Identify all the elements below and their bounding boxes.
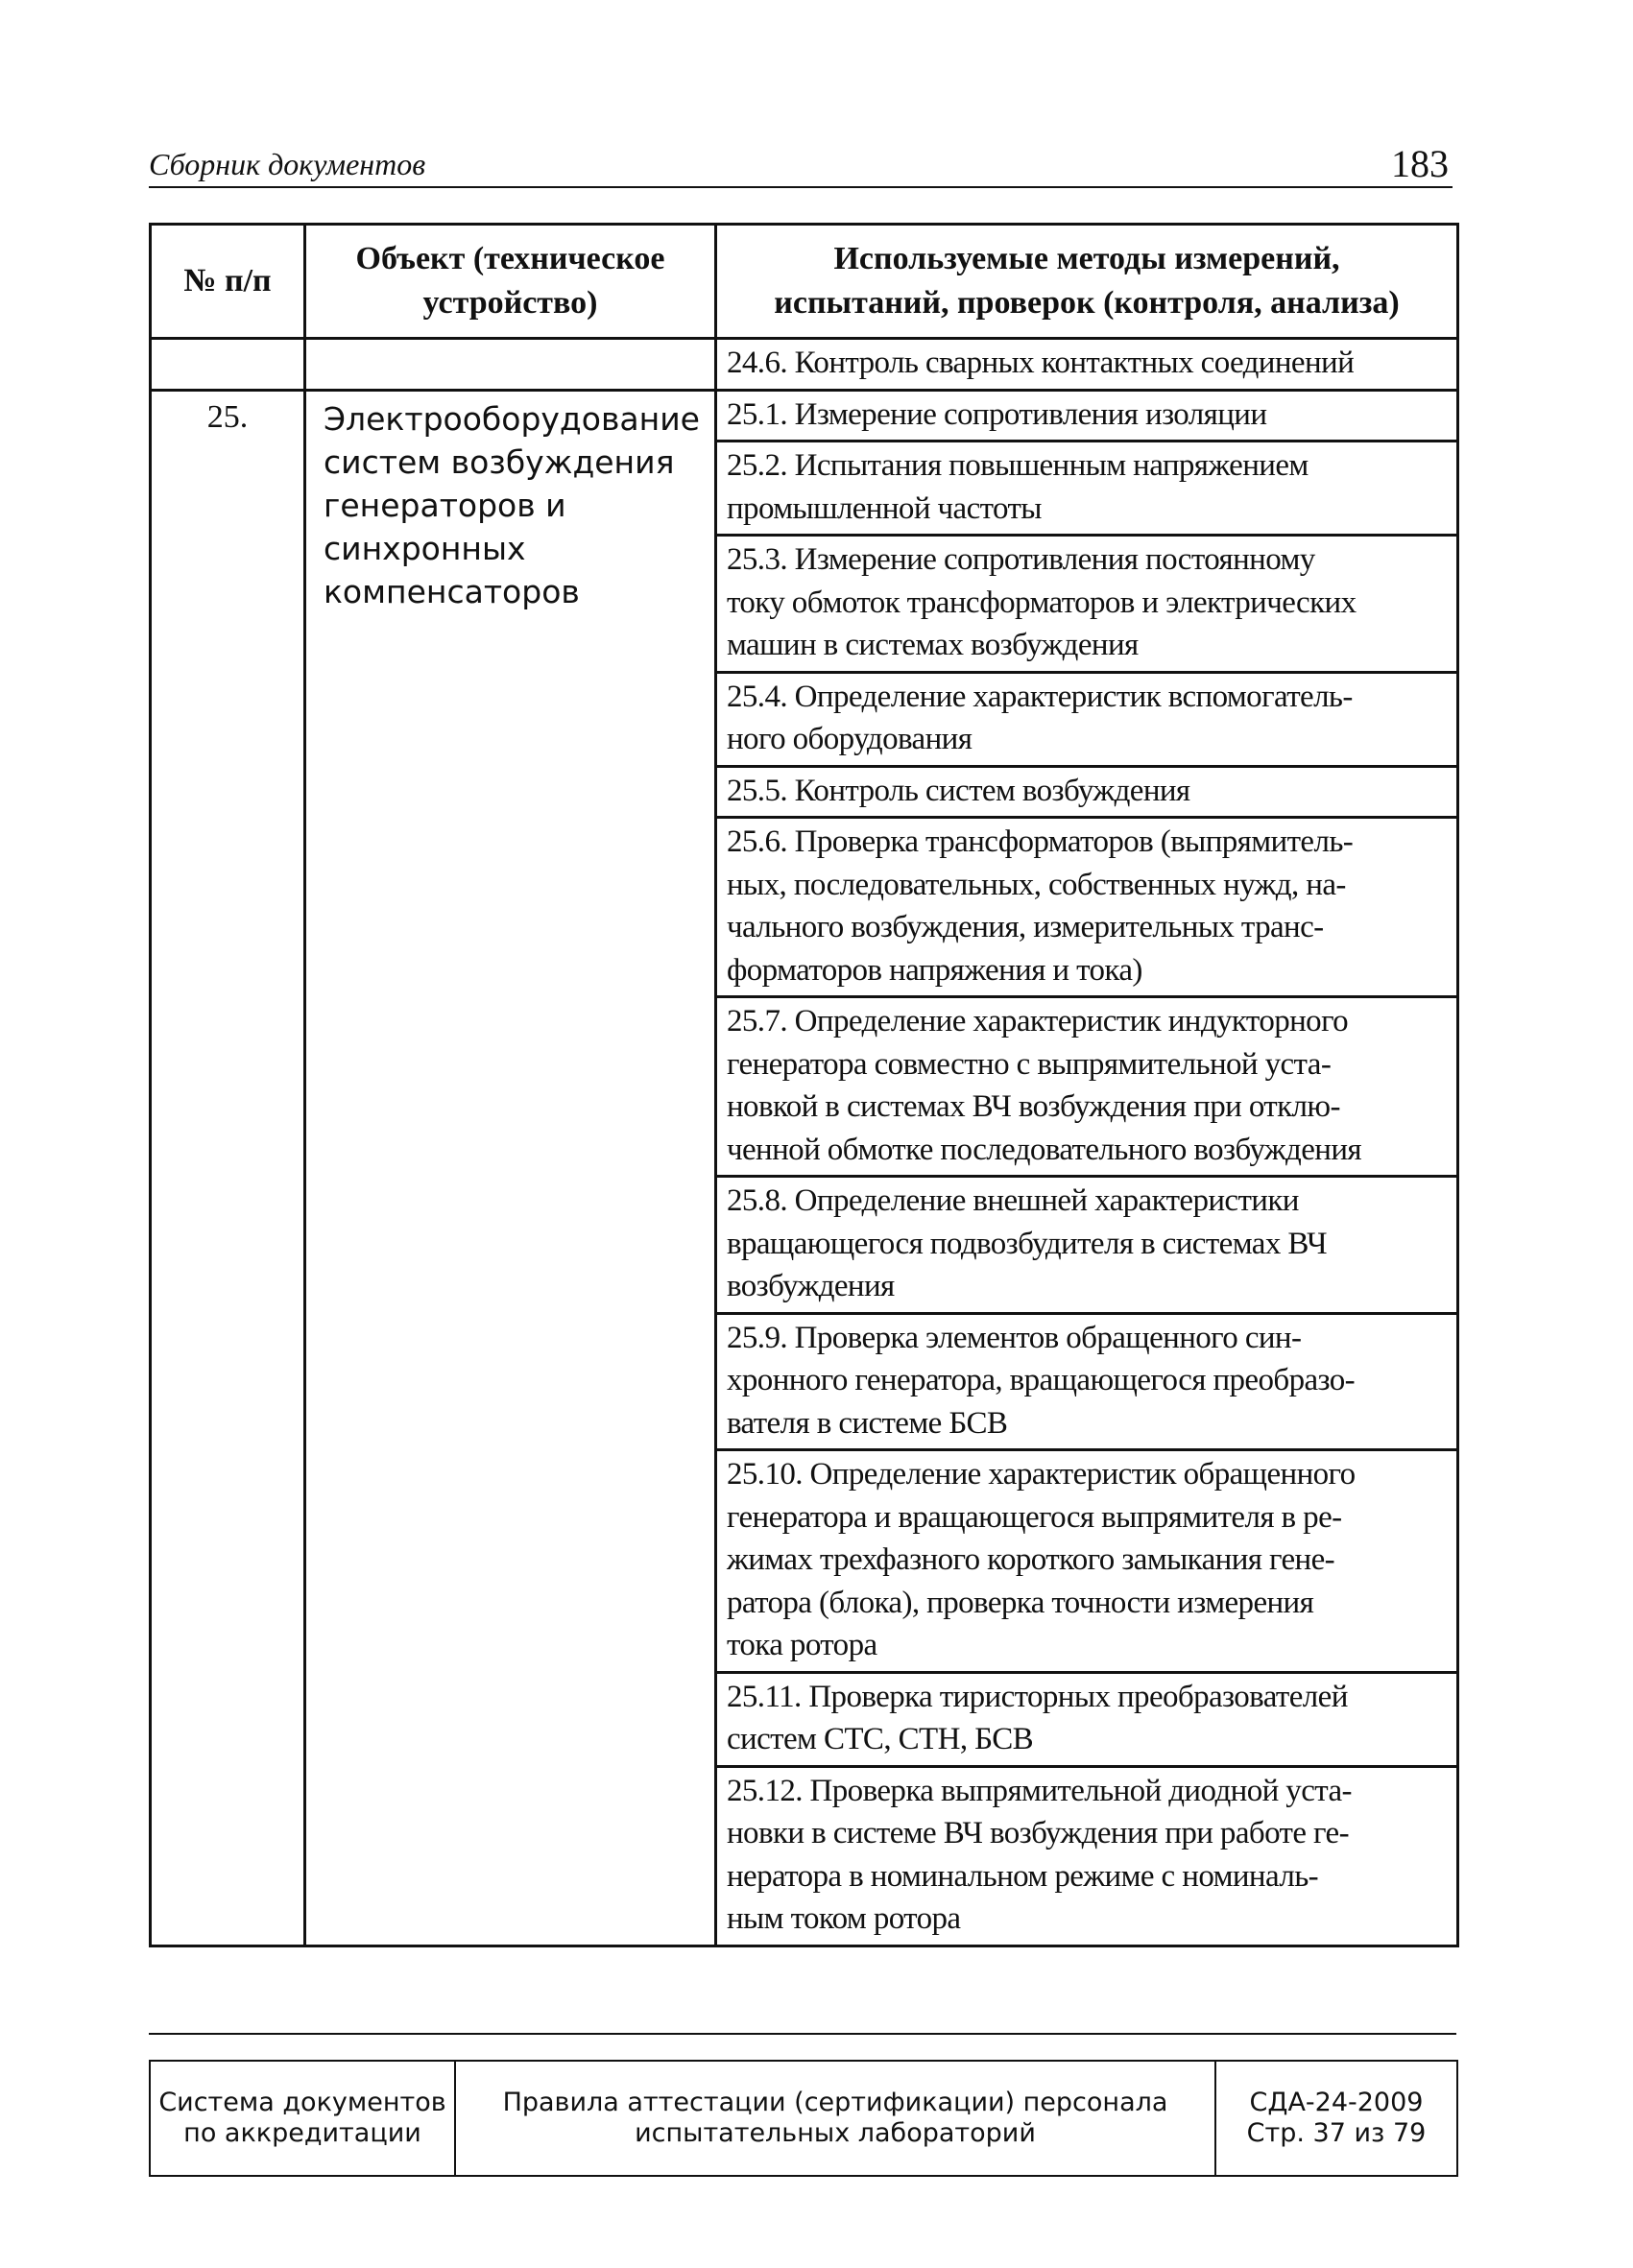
object-line: генераторов и: [324, 486, 566, 524]
method-line: току обмоток трансформаторов и электрических: [727, 585, 1357, 620]
object-line: компенсаторов: [324, 572, 580, 610]
footer-line: Система документов: [158, 2088, 446, 2117]
method-line: 25.5. Контроль систем возбуждения: [727, 773, 1190, 808]
object-line: синхронных: [324, 529, 526, 567]
method-line: нератора в номинальном режиме с номиналь-: [727, 1858, 1319, 1894]
item-number: 25.: [151, 390, 305, 1946]
footer-line: по аккредитации: [183, 2118, 421, 2148]
method-line: 25.4. Определение характеристик вспомогатель-: [727, 679, 1353, 714]
empty-cell: [151, 339, 305, 391]
method-line: ного оборудования: [727, 722, 973, 756]
column-header-methods: [716, 225, 1458, 339]
footer-document-code: [1215, 2061, 1457, 2176]
method-cell: [716, 1313, 1458, 1450]
empty-cell: [305, 339, 716, 391]
method-line: новки в системе ВЧ возбуждения при работе ге-: [727, 1816, 1349, 1850]
header-line: Объект (техническое: [355, 241, 665, 276]
method-cell: [716, 1177, 1458, 1314]
method-line: чального возбуждения, измерительных транс-: [727, 910, 1324, 944]
method-line: возбуждения: [727, 1269, 895, 1303]
header-line: Используемые методы измерений,: [833, 241, 1340, 276]
method-line: 25.3. Измерение сопротивления постоянному: [727, 542, 1315, 577]
method-line: новкой в системах ВЧ возбуждения при отклю-: [727, 1089, 1340, 1124]
method-cell: [716, 672, 1458, 766]
method-cell: [716, 997, 1458, 1177]
method-line: генератора совместно с выпрямительной уста-: [727, 1046, 1332, 1082]
method-cell: 24.6. Контроль сварных контактных соединений: [716, 339, 1458, 391]
method-line: тока ротора: [727, 1628, 877, 1662]
page-header: [149, 144, 1453, 188]
method-cell: [716, 442, 1458, 536]
header-title: Сборник документов: [149, 147, 426, 181]
method-line: 25.9. Проверка элементов обращенного син-: [727, 1320, 1302, 1355]
object-line: систем возбуждения: [324, 442, 675, 481]
footer-line: Стр. 37 из 79: [1246, 2118, 1427, 2148]
method-line: 25.6. Проверка трансформаторов (выпрямитель-: [727, 824, 1354, 859]
footer-document-title: [455, 2061, 1215, 2176]
method-cell: [716, 390, 1458, 442]
method-line: 25.12. Проверка выпрямительной диодной уста-: [727, 1773, 1352, 1808]
method-line: генератора и вращающегося выпрямителя в ре-: [727, 1499, 1342, 1535]
method-cell: [716, 818, 1458, 997]
method-line: хронного генератора, вращающегося преобразо-: [727, 1363, 1356, 1397]
method-cell: [716, 1450, 1458, 1673]
method-line: ным током ротора: [727, 1901, 961, 1936]
page-number: 183: [1391, 142, 1449, 185]
footer-table: [149, 2060, 1458, 2177]
method-line: жимах трехфазного короткого замыкания гене-: [727, 1542, 1335, 1577]
method-line: ченной обмотке последовательного возбуждения: [727, 1132, 1361, 1167]
method-line: машин в системах возбуждения: [727, 628, 1139, 662]
object-cell: [305, 390, 716, 1946]
method-line: ных, последовательных, собственных нужд, на-: [727, 867, 1346, 902]
footer-line: испытательных лабораторий: [635, 2118, 1036, 2148]
method-cell: [716, 1672, 1458, 1766]
footer-divider: [149, 2033, 1456, 2035]
method-line: 25.2. Испытания повышенным напряжением: [727, 448, 1309, 483]
method-cell: [716, 1766, 1458, 1946]
method-line: систем СТС, СТН, БСВ: [727, 1722, 1034, 1756]
footer-system: [150, 2061, 455, 2176]
method-line: вращающегося подвозбудителя в системах ВЧ: [727, 1226, 1327, 1261]
column-header-number: № п/п: [151, 225, 305, 339]
method-line: вателя в системе БСВ: [727, 1405, 1008, 1441]
method-line: 25.8. Определение внешней характеристики: [727, 1183, 1299, 1218]
method-line: 25.11. Проверка тиристорных преобразователей: [727, 1679, 1348, 1714]
method-line: 25.10. Определение характеристик обращенного: [727, 1457, 1356, 1492]
continuation-row: [151, 339, 1458, 391]
methods-table: [149, 223, 1459, 1947]
method-line: 25.7. Определение характеристик индукторного: [727, 1004, 1349, 1039]
footer-line: Правила аттестации (сертификации) персонала: [502, 2088, 1168, 2117]
method-line: 25.1. Измерение сопротивления изоляции: [727, 396, 1267, 432]
method-cell: [716, 536, 1458, 673]
header-line: устройство): [422, 285, 598, 321]
column-header-object: [305, 225, 716, 339]
footer-line: СДА-24-2009: [1249, 2088, 1424, 2117]
method-cell: [716, 766, 1458, 818]
header-line: испытаний, проверок (контроля, анализа): [774, 285, 1400, 321]
object-line: Электрооборудование: [324, 399, 700, 438]
method-line: форматоров напряжения и тока): [727, 952, 1142, 988]
method-line: ратора (блока), проверка точности измерения: [727, 1585, 1314, 1620]
table-row: [151, 390, 1458, 442]
method-line: промышленной частоты: [727, 490, 1042, 526]
table-header-row: [151, 225, 1458, 339]
